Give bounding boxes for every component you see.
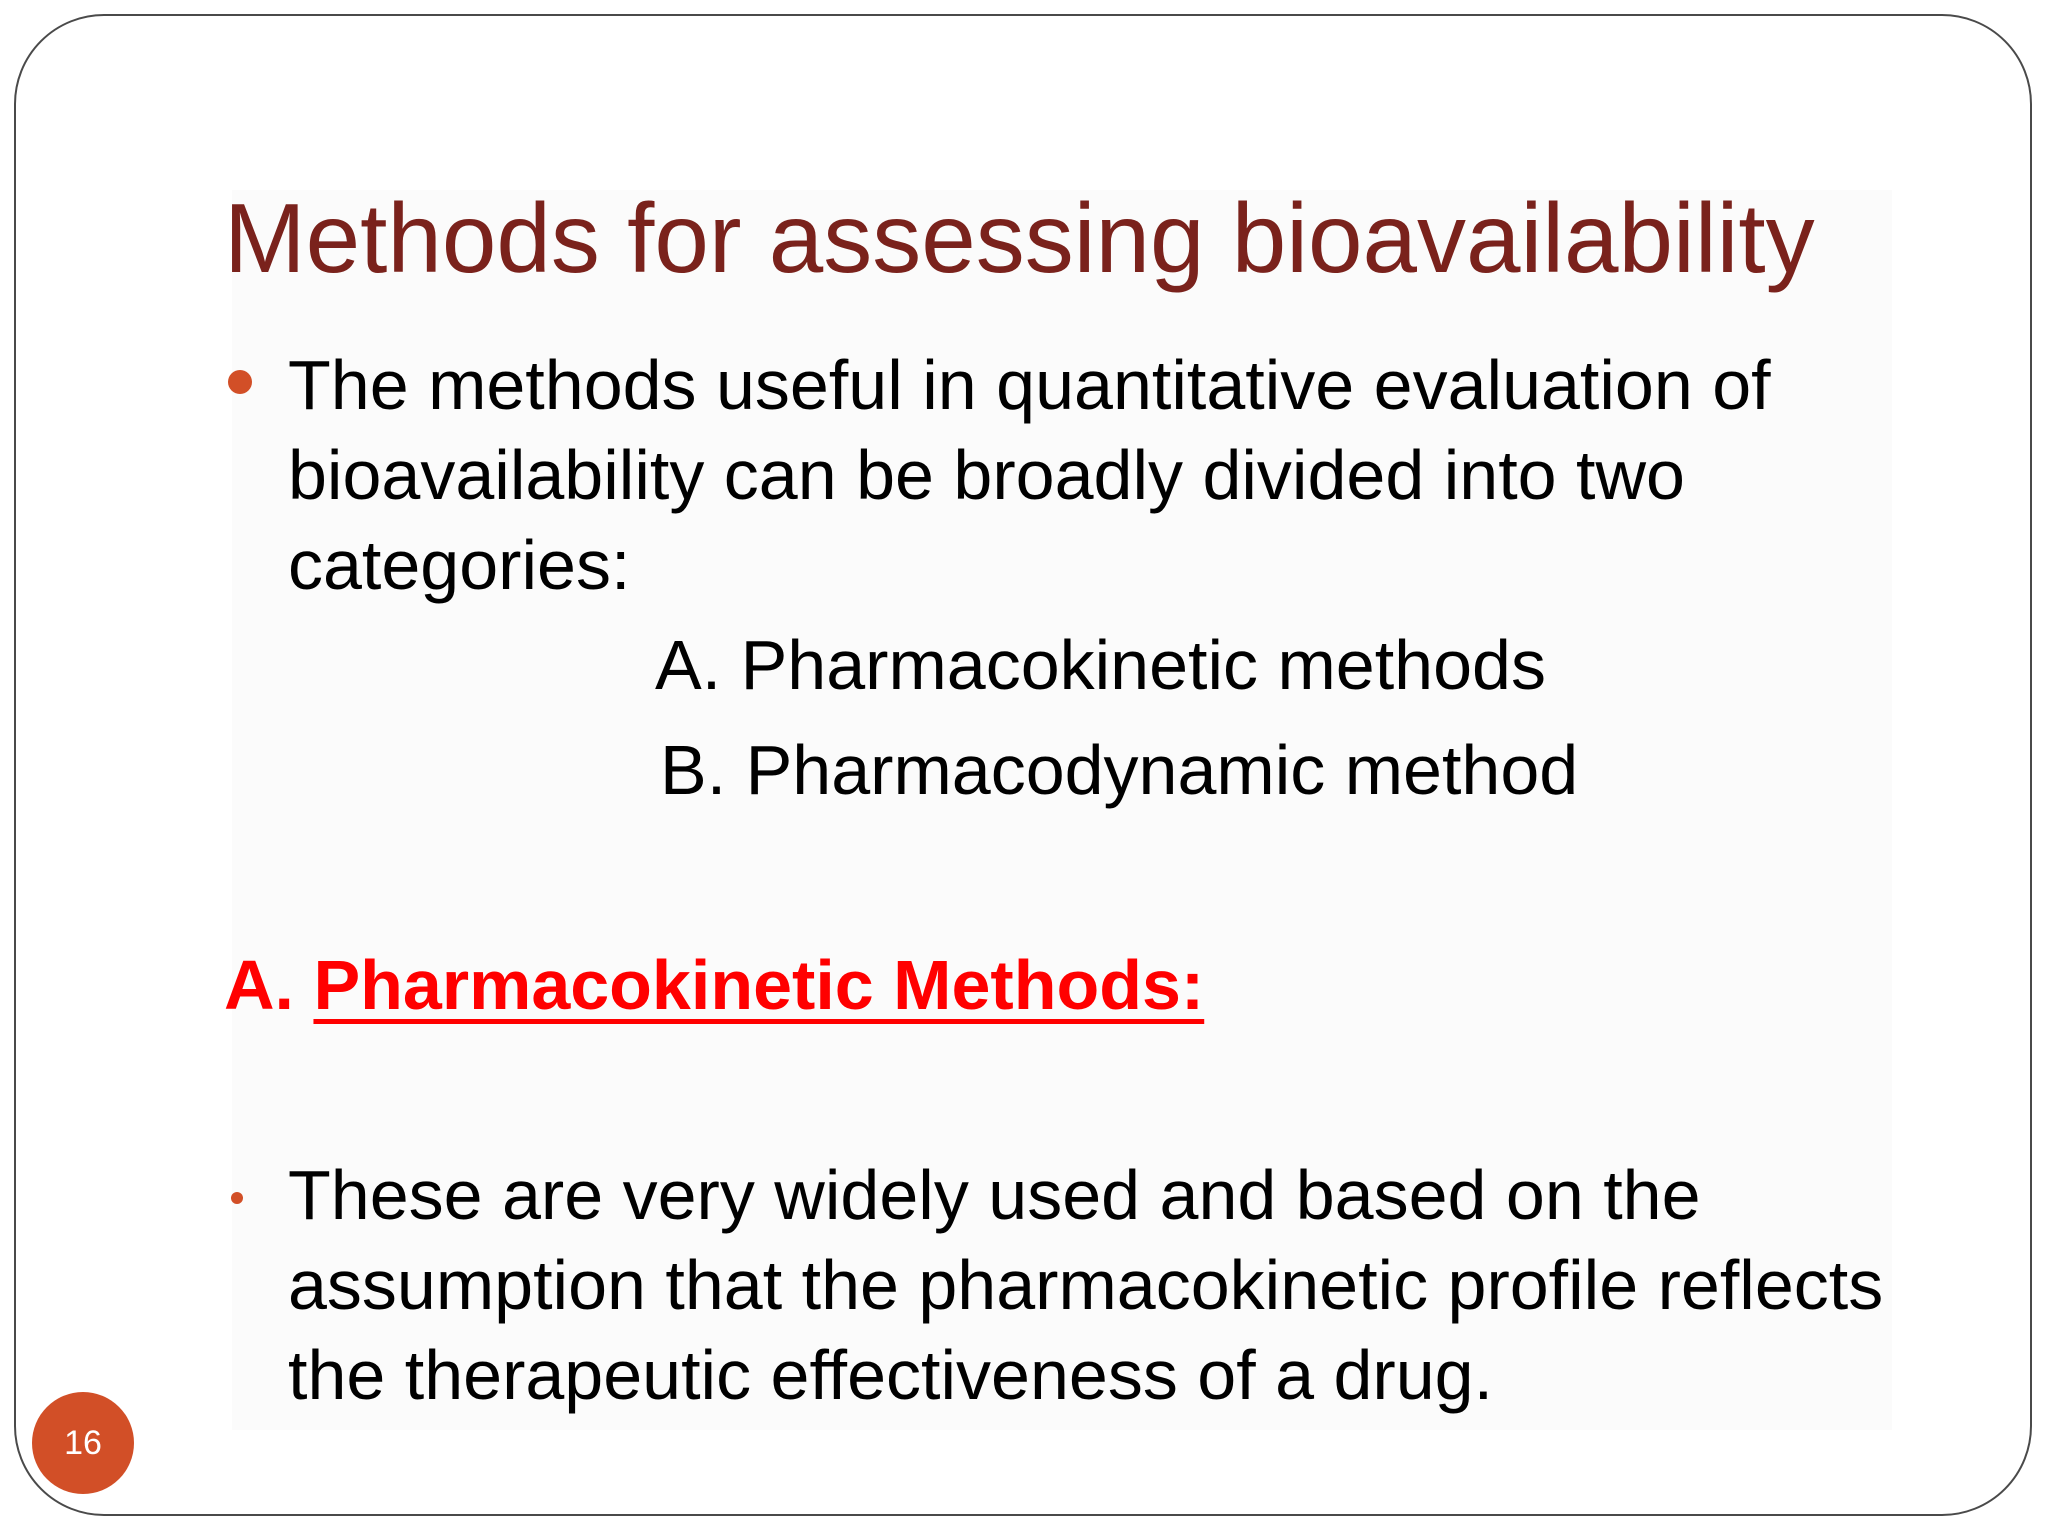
bullet-icon	[228, 370, 252, 394]
section-heading	[224, 940, 1204, 1030]
bullet-text-intro: The methods useful in quantitative evaluation of bioavailability can be broadly divided into two categories:	[288, 346, 1771, 604]
section-heading-label: Pharmacokinetic Methods:	[313, 946, 1205, 1024]
bullet-text-description: These are very widely used and based on the assumption that the pharmacokinetic profile reflects the therapeutic effectiveness of a drug.	[288, 1156, 1884, 1414]
slide-title: Methods for assessing bioavailability	[224, 183, 1815, 293]
category-item-a: A. Pharmacokinetic methods	[655, 626, 1546, 704]
bullet-icon	[231, 1192, 243, 1204]
section-heading-prefix: A.	[224, 946, 314, 1024]
page-number-badge: 16	[32, 1392, 134, 1494]
category-item-b: B. Pharmacodynamic method	[660, 731, 1579, 809]
